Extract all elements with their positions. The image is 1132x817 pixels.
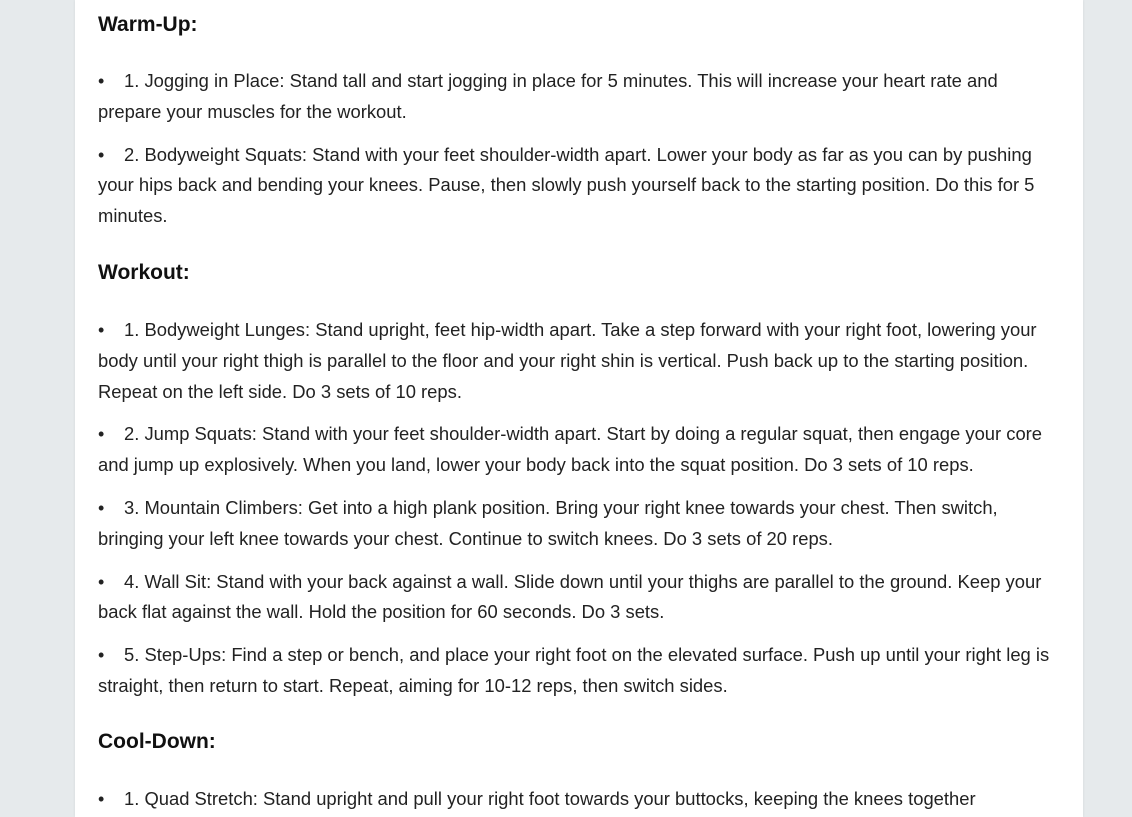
section-warm-up xyxy=(98,12,1060,232)
bullet-icon: • xyxy=(98,571,105,592)
list-item-text: 3. Mountain Climbers: Get into a high plank position. Bring your right knee towards your chest. Then switch, bringing your left knee towards your chest. Continue to switch knees. Do 3 sets of 20 reps. xyxy=(98,496,998,549)
bullet-icon: • xyxy=(98,789,105,809)
section-heading: Cool-Down: xyxy=(98,730,216,753)
list-item xyxy=(98,66,1060,128)
bullet-icon: • xyxy=(98,144,105,165)
bullet-icon: • xyxy=(98,497,105,518)
list-item-text: 2. Jump Squats: Stand with your feet shoulder-width apart. Start by doing a regular squat, then engage your core and jump up explosively. When you land, lower your body back into the squat position. Do 3 sets of 10 reps. xyxy=(98,423,1043,476)
item-list xyxy=(98,66,1060,232)
list-item xyxy=(98,784,1060,815)
list-item xyxy=(98,640,1060,702)
list-item xyxy=(98,140,1060,232)
list-item xyxy=(98,567,1060,629)
bullet-icon: • xyxy=(98,71,105,91)
document-page xyxy=(75,0,1083,817)
item-list xyxy=(98,315,1060,702)
list-item-text: 4. Wall Sit: Stand with your back against a wall. Slide down until your thighs are parallel to the ground. Keep your back flat against the wall. Hold the position for 60 seconds. Do 3 sets. xyxy=(98,570,1042,623)
section-cool-down xyxy=(98,729,1060,815)
bullet-icon: • xyxy=(98,645,105,666)
list-item xyxy=(98,493,1060,555)
list-item-text: 2. Bodyweight Squats: Stand with your feet shoulder-width apart. Lower your body as far as you can by pushing your hips back and bending your knees. Pause, then slowly push yourself back to the starting position. Do this for 5 minutes. xyxy=(98,143,1035,227)
list-item-text: 5. Step-Ups: Find a step or bench, and place your right foot on the elevated surface. Push up until your right leg is straight, then return to start. Repeat, aiming for 10-12 reps, then switch sides. xyxy=(98,644,1050,696)
list-item-text: 1. Jogging in Place: Stand tall and start jogging in place for 5 minutes. This will increase your heart rate and prepare your muscles for the workout. xyxy=(98,70,998,122)
section-workout xyxy=(98,260,1060,702)
list-item-text: 1. Bodyweight Lunges: Stand upright, feet hip-width apart. Take a step forward with your right foot, lowering your body until your right thigh is parallel to the floor and your right shin is vertical. Push back up to the starting position. Repeat on the left side. Do 3 sets of 10 reps. xyxy=(98,319,1037,402)
list-item xyxy=(98,419,1060,481)
list-item xyxy=(98,315,1060,407)
bullet-icon: • xyxy=(98,424,105,445)
item-list xyxy=(98,784,1060,815)
section-heading: Workout: xyxy=(98,261,190,284)
bullet-icon: • xyxy=(98,320,105,340)
section-heading: Warm-Up: xyxy=(98,13,198,36)
list-item-text: 1. Quad Stretch: Stand upright and pull your right foot towards your buttocks, keeping the knees together xyxy=(124,788,976,809)
